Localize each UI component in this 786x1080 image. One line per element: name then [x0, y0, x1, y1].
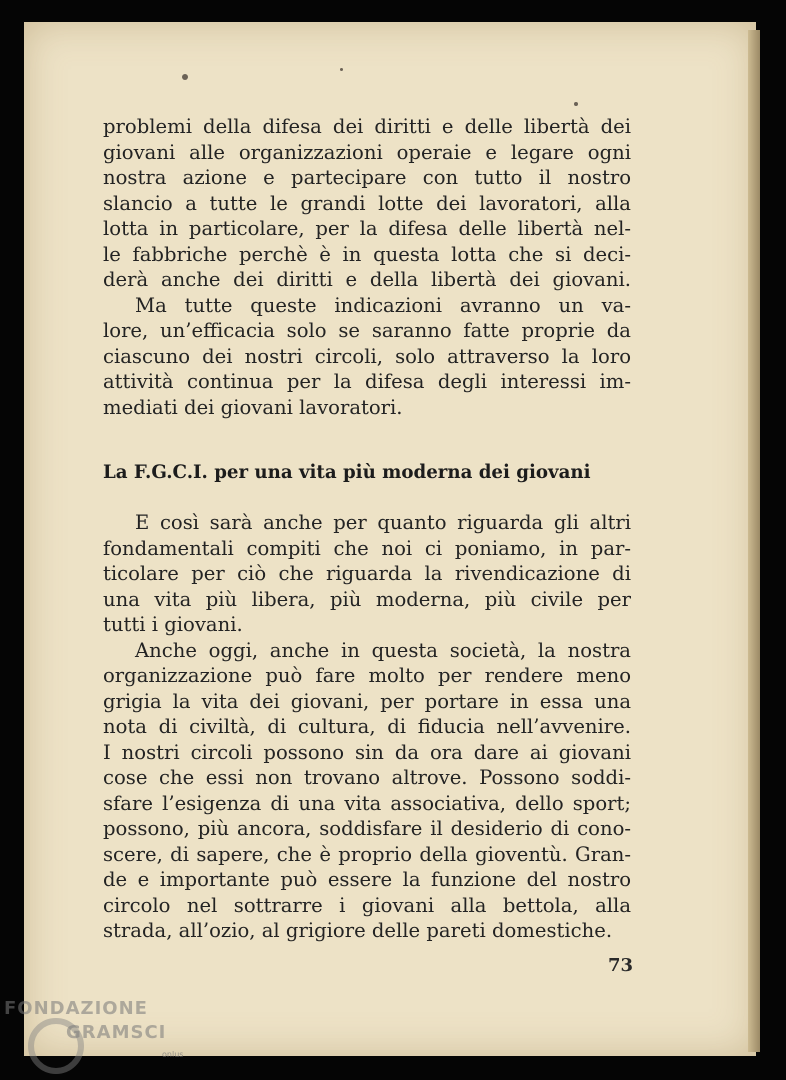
text-line: Anche oggi, anche in questa società, la nostra — [135, 638, 631, 662]
paragraph-4 — [103, 638, 631, 944]
text-line: attività continua per la difesa degli interessi im- — [103, 370, 631, 393]
text-line: de e importante può essere la funzione del nostro — [103, 868, 631, 891]
watermark-suffix: onlus — [162, 1050, 184, 1059]
paragraph-1 — [103, 114, 631, 293]
text-line: strada, all’ozio, al grigiore delle pareti domestiche. — [103, 919, 613, 942]
text-line: sfare l’esigenza di una vita associativa, dello sport; — [103, 791, 631, 815]
text-line: una vita più libera, più moderna, più civile per — [103, 587, 631, 611]
paragraph-2 — [103, 293, 631, 421]
body-text-top — [103, 114, 631, 420]
body-text-bottom — [103, 510, 631, 944]
text-line: nostra azione e partecipare con tutto il nostro — [103, 166, 631, 189]
ink-speck — [182, 74, 188, 80]
watermark — [0, 992, 200, 1080]
text-line: tutti i giovani. — [103, 613, 243, 636]
text-line: lotta in particolare, per la difesa delle libertà nel- — [103, 217, 631, 240]
text-line: possono, più ancora, soddisfare il desiderio di cono- — [103, 817, 631, 840]
text-line: grigia la vita dei giovani, per portare in essa una — [103, 689, 631, 713]
text-line: giovani alle organizzazioni operaie e legare ogni — [103, 140, 631, 164]
section-heading: La F.G.C.I. per una vita più moderna dei giovani — [103, 462, 591, 483]
text-line: fondamentali compiti che noi ci poniamo, in par- — [103, 536, 631, 560]
text-line: derà anche dei diritti e della libertà dei giovani. — [103, 268, 631, 291]
paragraph-3 — [103, 510, 631, 638]
text-line: slancio a tutte le grandi lotte dei lavoratori, alla — [103, 191, 631, 215]
text-line: Ma tutte queste indicazioni avranno un va- — [135, 293, 631, 317]
text-line: problemi della difesa dei diritti e delle libertà dei — [103, 115, 631, 138]
text-line: circolo nel sottrarre i giovani alla bettola, alla — [103, 893, 631, 917]
watermark-line2: GRAMSCI — [66, 1022, 167, 1043]
text-line: le fabbriche perchè è in questa lotta che si deci- — [103, 242, 631, 266]
page-edge — [748, 30, 760, 1052]
page-number: 73 — [608, 955, 634, 976]
text-line: I nostri circoli possono sin da ora dare ai giovani — [103, 740, 631, 764]
text-line: nota di civiltà, di cultura, di fiducia nell’avvenire. — [103, 715, 631, 738]
text-line: E così sarà anche per quanto riguarda gli altri — [135, 511, 631, 534]
text-line: organizzazione può fare molto per rendere meno — [103, 664, 631, 687]
text-line: ticolare per ciò che riguarda la rivendicazione di — [103, 562, 631, 585]
ink-speck — [340, 68, 343, 71]
text-line: ciascuno dei nostri circoli, solo attraverso la loro — [103, 344, 631, 368]
text-line: lore, un’efficacia solo se saranno fatte proprie da — [103, 319, 631, 342]
watermark-line1: FONDAZIONE — [4, 998, 148, 1019]
text-line: mediati dei giovani lavoratori. — [103, 395, 403, 419]
ink-speck — [574, 102, 578, 106]
text-line: scere, di sapere, che è proprio della gioventù. Gran- — [103, 842, 631, 866]
text-line: cose che essi non trovano altrove. Possono soddi- — [103, 766, 631, 789]
